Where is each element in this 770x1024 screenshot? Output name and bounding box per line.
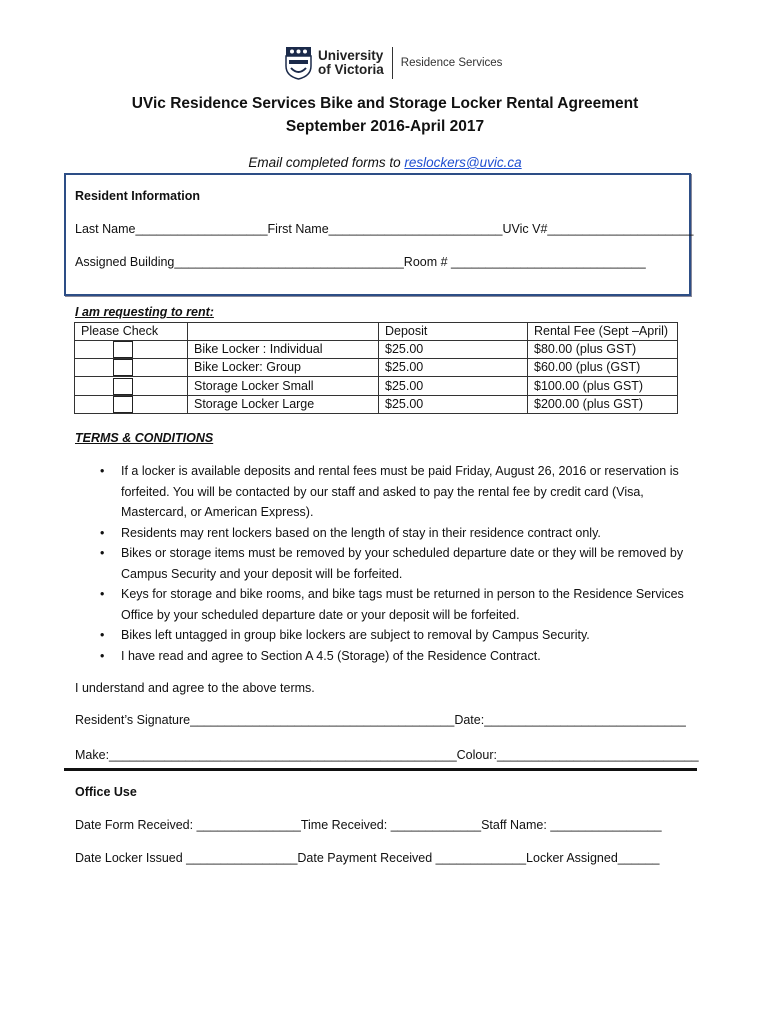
office-row-2 — [75, 851, 660, 865]
email-instruction: Email completed forms to reslockers@uvic.ca — [248, 155, 522, 170]
checkbox-storage-large[interactable] — [113, 396, 133, 413]
building-label: Assigned Building — [75, 255, 175, 269]
agreement-statement: I understand and agree to the above terms. — [75, 681, 315, 695]
colour-label: Colour: — [456, 748, 497, 762]
bullet-icon: • — [100, 464, 105, 478]
header-rental-fee: Rental Fee (Sept –April) — [528, 323, 678, 341]
date-payment-received-field[interactable]: _____________ — [435, 851, 527, 865]
bullet-icon: • — [100, 628, 105, 642]
last-name-field[interactable]: ___________________ — [135, 222, 268, 236]
colour-field[interactable]: _____________________________ — [496, 748, 699, 762]
check-cell — [75, 395, 188, 413]
signature-field[interactable]: ______________________________________ — [190, 713, 455, 727]
table-row — [75, 341, 678, 359]
bullet-icon: • — [100, 525, 105, 540]
check-cell — [75, 377, 188, 395]
signature-label: Resident’s Signature — [75, 713, 191, 727]
uvic-number-field[interactable]: _____________________ — [547, 222, 694, 236]
date-locker-issued-label: Date Locker Issued — [75, 851, 187, 865]
make-field[interactable]: __________________________________________________ — [109, 748, 457, 762]
date-label: Date: — [454, 713, 485, 727]
table-row — [75, 359, 678, 377]
deposit-cell: $25.00 — [379, 341, 528, 359]
item-cell: Bike Locker : Individual — [188, 341, 379, 359]
check-cell — [75, 359, 188, 377]
deposit-cell: $25.00 — [379, 377, 528, 395]
deposit-cell: $25.00 — [379, 359, 528, 377]
checkbox-bike-individual[interactable] — [113, 341, 133, 358]
document-subtitle: September 2016-April 2017 — [285, 118, 485, 135]
list-item: • Residents may rent lockers based on the length of stay in their residence contract only. — [75, 523, 695, 544]
item-cell: Storage Locker Small — [188, 377, 379, 395]
uvic-number-label: UVic V# — [502, 222, 548, 236]
section-divider — [64, 768, 697, 771]
building-field[interactable]: _________________________________ — [174, 255, 404, 269]
locker-assigned-label: Locker Assigned — [526, 851, 618, 865]
item-cell: Bike Locker: Group — [188, 359, 379, 377]
locker-assigned-field[interactable]: ______ — [617, 851, 660, 865]
uvic-logo — [285, 46, 502, 80]
rental-table — [74, 322, 678, 414]
table-row — [75, 377, 678, 395]
header-deposit: Deposit — [379, 323, 528, 341]
date-field[interactable]: _____________________________ — [484, 713, 686, 727]
date-payment-received-label: Date Payment Received — [297, 851, 436, 865]
bullet-icon: • — [100, 648, 105, 663]
date-locker-issued-field[interactable]: ________________ — [186, 851, 298, 865]
list-item: • Keys for storage and bike rooms, and bike tags must be returned in person to the Residence Services Office by your scheduled departure date or your deposit will be forfeited. — [75, 584, 695, 625]
uvic-crest-icon — [285, 46, 312, 80]
header-please-check: Please Check — [75, 323, 188, 341]
unit-name: Residence Services — [400, 57, 503, 69]
checkbox-bike-group[interactable] — [113, 359, 133, 376]
office-row-1 — [75, 818, 662, 832]
fee-cell: $200.00 (plus GST) — [528, 395, 678, 413]
logo-divider — [392, 47, 393, 79]
date-form-received-label: Date Form Received: — [75, 818, 197, 832]
first-name-field[interactable]: _________________________ — [328, 222, 503, 236]
staff-name-field[interactable]: ________________ — [550, 818, 662, 832]
header-item — [188, 323, 379, 341]
list-item: • Bikes left untagged in group bike lockers are subject to removal by Campus Security. — [75, 625, 695, 646]
signature-row — [75, 713, 686, 727]
date-form-received-field[interactable]: _______________ — [196, 818, 301, 832]
first-name-label: First Name — [267, 222, 329, 236]
item-cell: Storage Locker Large — [188, 395, 379, 413]
checkbox-storage-small[interactable] — [113, 378, 133, 395]
room-field[interactable]: ____________________________ — [447, 255, 646, 269]
bullet-icon: • — [100, 546, 105, 560]
staff-name-label: Staff Name: — [481, 818, 551, 832]
name-row — [75, 222, 693, 236]
rent-heading: I am requesting to rent: — [75, 305, 214, 319]
time-received-label: Time Received: — [300, 818, 391, 832]
last-name-label: Last Name — [75, 222, 136, 236]
terms-heading: TERMS & CONDITIONS — [75, 431, 214, 445]
deposit-cell: $25.00 — [379, 395, 528, 413]
building-row — [75, 255, 646, 269]
fee-cell: $60.00 (plus (GST) — [528, 359, 678, 377]
time-received-field[interactable]: _____________ — [390, 818, 482, 832]
list-item: • If a locker is available deposits and rental fees must be paid Friday, August 26, 2016 or reservation is forfeited. You will be contacted by our staff and asked to pay the rental fee by credit card (Visa, Mastercard, or American Express). — [75, 461, 695, 523]
terms-list — [75, 461, 695, 666]
office-use-heading: Office Use — [75, 785, 137, 799]
bullet-icon: • — [100, 587, 105, 601]
make-label: Make: — [75, 748, 110, 762]
room-label: Room # — [403, 255, 448, 269]
fee-cell: $100.00 (plus GST) — [528, 377, 678, 395]
table-header-row — [75, 323, 678, 341]
document-title: UVic Residence Services Bike and Storage Locker Rental Agreement — [131, 95, 639, 112]
list-item: • I have read and agree to Section A 4.5 (Storage) of the Residence Contract. — [75, 646, 695, 667]
email-link[interactable]: reslockers@uvic.ca — [404, 155, 522, 170]
check-cell — [75, 341, 188, 359]
table-row — [75, 395, 678, 413]
resident-info-heading: Resident Information — [75, 189, 201, 203]
fee-cell: $80.00 (plus GST) — [528, 341, 678, 359]
university-name: University of Victoria — [318, 48, 384, 77]
bike-row — [75, 748, 699, 762]
list-item: • Bikes or storage items must be removed by your scheduled departure date or they will be removed by Campus Security and your deposit will be forfeited. — [75, 543, 695, 584]
